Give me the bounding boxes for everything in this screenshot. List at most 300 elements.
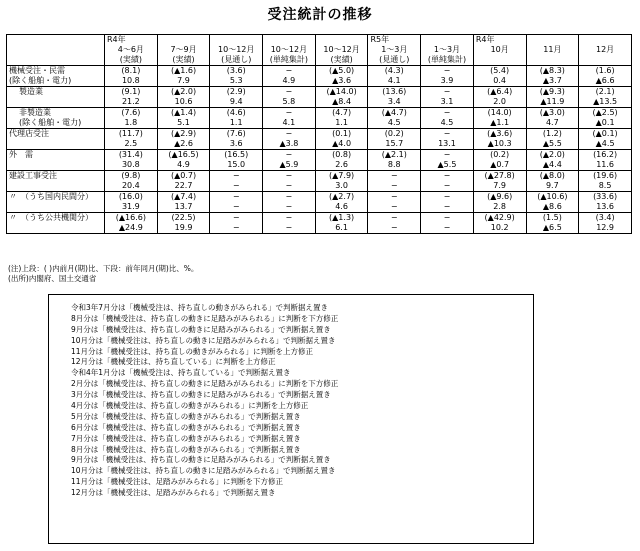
month-change-value: (7.6) xyxy=(226,129,246,138)
month-change-value: (4.3) xyxy=(384,66,404,75)
year-change-value: 8.8 xyxy=(387,160,401,169)
data-cell xyxy=(157,66,210,87)
month-change-value: (11.7) xyxy=(118,129,143,138)
year-change-value: ▲5.5 xyxy=(437,160,457,169)
year-change-value: 4.5 xyxy=(440,118,454,127)
year-change-value: ▲10.3 xyxy=(487,139,512,148)
month-change-value: (▲27.8) xyxy=(484,171,515,180)
month-change-value: − xyxy=(443,87,451,96)
year-change-value: 4.5 xyxy=(387,118,401,127)
data-cell xyxy=(421,213,474,234)
year-change-value: ▲6.6 xyxy=(595,76,615,85)
data-cell xyxy=(210,192,263,213)
judgment-history-box xyxy=(48,294,534,544)
data-cell xyxy=(473,171,526,192)
year-change-value: 21.2 xyxy=(121,97,140,106)
data-cell xyxy=(368,87,421,108)
month-change-value: − xyxy=(443,66,451,75)
note-line: (注)上段：( )内前月(期)比、下段：前年同月(期)比、%。 xyxy=(8,264,199,273)
data-cell xyxy=(263,66,316,87)
table-row xyxy=(7,171,632,192)
data-cell xyxy=(315,213,368,234)
data-cell xyxy=(368,192,421,213)
month-change-value: (▲8.0) xyxy=(539,171,565,180)
year-change-value: ▲0.1 xyxy=(595,118,615,127)
month-change-value: − xyxy=(443,129,451,138)
month-change-value: − xyxy=(390,192,398,201)
data-cell xyxy=(263,150,316,171)
month-change-value: (▲2.0) xyxy=(539,150,565,159)
row-label-sub: (除く船舶・電力) xyxy=(9,76,72,85)
month-change-value: (▲6.4) xyxy=(487,87,513,96)
year-change-value: − xyxy=(285,223,293,232)
row-label xyxy=(7,213,105,234)
month-change-value: (0.2) xyxy=(490,150,510,159)
table-row xyxy=(7,87,632,108)
year-change-value: 5.3 xyxy=(229,76,243,85)
month-change-value: − xyxy=(443,171,451,180)
data-cell xyxy=(315,108,368,129)
data-cell xyxy=(473,66,526,87)
data-cell xyxy=(157,150,210,171)
data-cell xyxy=(210,213,263,234)
row-label xyxy=(7,150,105,171)
source-line: (出所)内閣府、国土交通省 xyxy=(8,274,97,283)
year-change-value: − xyxy=(443,223,451,232)
month-change-value: (▲9.6) xyxy=(487,192,513,201)
month-change-value: − xyxy=(232,171,240,180)
judgment-item: 2月分は「機械受注は、持ち直しの動きに足踏みがみられる」に判断を下方修正 xyxy=(71,379,339,389)
judgment-item: 令和4年1月分は「機械受注は、持ち直している」で判断据え置き xyxy=(71,368,291,378)
data-cell xyxy=(526,87,579,108)
year-change-value: 3.1 xyxy=(440,97,454,106)
column-header: 10〜12月 (見通し) xyxy=(210,35,263,66)
year-change-value: 4.1 xyxy=(387,76,401,85)
month-change-value: − xyxy=(443,150,451,159)
data-cell xyxy=(526,171,579,192)
month-change-value: (▲4.7) xyxy=(381,108,407,117)
year-change-value: ▲6.5 xyxy=(542,223,562,232)
data-cell xyxy=(421,87,474,108)
data-cell xyxy=(315,66,368,87)
year-change-value: 10.2 xyxy=(490,223,509,232)
row-label xyxy=(7,66,105,87)
year-change-value: ▲0.7 xyxy=(490,160,510,169)
data-cell xyxy=(368,171,421,192)
month-change-value: − xyxy=(285,171,293,180)
month-change-value: (2.9) xyxy=(226,87,246,96)
column-header: 10〜12月 (実績) xyxy=(315,35,368,66)
data-cell xyxy=(105,213,158,234)
data-cell xyxy=(315,171,368,192)
row-label-main: 外 需 xyxy=(9,150,33,159)
data-cell xyxy=(263,171,316,192)
year-change-value: ▲5.9 xyxy=(279,160,299,169)
year-change-value: ▲3.7 xyxy=(542,76,562,85)
year-change-value: 4.9 xyxy=(177,160,190,169)
data-cell xyxy=(473,213,526,234)
data-cell xyxy=(263,108,316,129)
data-cell xyxy=(526,129,579,150)
corner-cell xyxy=(7,35,105,66)
judgment-item: 7月分は「機械受注は、持ち直しの動きがみられる」で判断据え置き xyxy=(71,433,301,443)
row-label xyxy=(7,87,105,108)
year-change-value: 2.8 xyxy=(493,202,507,211)
year-change-value: 30.8 xyxy=(121,160,140,169)
year-change-value: ▲13.5 xyxy=(593,97,618,106)
month-change-value: (▲1.3) xyxy=(329,213,355,222)
data-cell xyxy=(105,87,158,108)
year-change-value: 6.1 xyxy=(335,223,348,232)
column-header: 7〜9月 (実績) xyxy=(157,35,210,66)
year-change-value: 13.1 xyxy=(438,139,456,148)
data-cell xyxy=(105,108,158,129)
month-change-value: − xyxy=(232,192,240,201)
table-row xyxy=(7,150,632,171)
judgment-item: 11月分は「機械受注は、足踏みがみられる」に判断を下方修正 xyxy=(71,477,284,487)
column-header: R4年 10月 xyxy=(473,35,526,66)
data-cell xyxy=(210,87,263,108)
judgment-item: 令和3年7月分は「機械受注は、持ち直しの動きがみられる」で判断据え置き xyxy=(71,303,329,312)
month-change-value: (▲8.3) xyxy=(539,66,565,75)
month-change-value: (2.1) xyxy=(595,87,615,96)
year-change-value: 4.6 xyxy=(335,202,348,211)
year-change-value: 8.5 xyxy=(598,181,612,190)
month-change-value: (1.5) xyxy=(542,213,562,222)
data-cell xyxy=(579,66,632,87)
month-change-value: (16.5) xyxy=(224,150,249,159)
month-change-value: (▲16.6) xyxy=(115,213,146,222)
month-change-value: (▲9.3) xyxy=(539,87,565,96)
data-cell xyxy=(157,108,210,129)
month-change-value: (1.6) xyxy=(595,66,615,75)
month-change-value: (19.6) xyxy=(593,171,618,180)
month-change-value: (14.0) xyxy=(487,108,512,117)
column-header: R4年 4〜6月 (実績) xyxy=(105,35,158,66)
year-change-value: − xyxy=(390,202,398,211)
year-change-value: 2.5 xyxy=(124,139,138,148)
month-change-value: − xyxy=(443,213,451,222)
year-change-value: − xyxy=(285,181,293,190)
month-change-value: (31.4) xyxy=(118,150,143,159)
year-change-value: 4.7 xyxy=(545,118,559,127)
data-cell xyxy=(526,66,579,87)
row-label-main: 製造業 xyxy=(19,87,43,96)
data-cell xyxy=(210,150,263,171)
data-cell xyxy=(105,192,158,213)
data-cell xyxy=(105,171,158,192)
judgment-item: 8月分は「機械受注は、持ち直しの動きに足踏みがみられる」に判断を下方修正 xyxy=(71,313,339,323)
month-change-value: (8.1) xyxy=(121,66,141,75)
year-change-value: − xyxy=(443,202,451,211)
data-cell xyxy=(210,129,263,150)
data-cell xyxy=(526,192,579,213)
data-cell xyxy=(315,129,368,150)
judgment-item: 9月分は「機械受注は、持ち直しの動きに足踏みがみられる」で判断据え置き xyxy=(71,455,331,465)
data-cell xyxy=(579,87,632,108)
data-cell xyxy=(421,66,474,87)
data-cell xyxy=(105,66,158,87)
month-change-value: (16.0) xyxy=(118,192,143,201)
data-cell xyxy=(210,171,263,192)
year-change-value: ▲4.0 xyxy=(332,139,352,148)
year-change-value: 2.6 xyxy=(335,160,348,169)
month-change-value: (▲0.7) xyxy=(170,171,197,180)
year-change-value: 19.9 xyxy=(174,223,193,232)
year-change-value: ▲11.9 xyxy=(540,97,565,106)
statistics-table xyxy=(6,34,632,234)
year-change-value: 5.1 xyxy=(177,118,190,127)
month-change-value: − xyxy=(285,192,293,201)
month-change-value: (16.2) xyxy=(593,150,618,159)
year-change-value: ▲8.6 xyxy=(542,202,562,211)
year-change-value: ▲5.5 xyxy=(542,139,562,148)
data-cell xyxy=(579,108,632,129)
judgment-item: 8月分は「機械受注は、持ち直しの動きがみられる」で判断据え置き xyxy=(71,444,301,454)
column-header: 12月 xyxy=(579,35,632,66)
judgment-item: 10月分は「機械受注は、持ち直しの動きに足踏みがみられる」で判断据え置き xyxy=(71,335,336,345)
month-change-value: (▲2.9) xyxy=(170,129,197,138)
year-change-value: ▲8.4 xyxy=(332,97,352,106)
year-change-value: 5.8 xyxy=(282,97,296,106)
data-cell xyxy=(421,150,474,171)
data-cell xyxy=(473,192,526,213)
year-change-value: 3.4 xyxy=(387,97,401,106)
month-change-value: (7.6) xyxy=(121,108,141,117)
month-change-value: (▲2.0) xyxy=(170,87,197,96)
month-change-value: (▲1.4) xyxy=(170,108,197,117)
month-change-value: (▲16.5) xyxy=(168,150,199,159)
table-row xyxy=(7,108,632,129)
data-cell xyxy=(157,213,210,234)
judgment-item: 11月分は「機械受注は、持ち直しの動きがみられる」に判断を上方修正 xyxy=(71,346,314,356)
month-change-value: (4.6) xyxy=(226,108,246,117)
year-change-value: 1.1 xyxy=(335,118,348,127)
row-label-sub: (除く船舶・電力) xyxy=(19,118,82,127)
table-row xyxy=(7,66,632,87)
year-change-value: 13.6 xyxy=(596,202,614,211)
table-row xyxy=(7,192,632,213)
month-change-value: − xyxy=(285,129,293,138)
data-cell xyxy=(157,87,210,108)
data-cell xyxy=(368,213,421,234)
year-change-value: 7.9 xyxy=(493,181,507,190)
judgment-item: 6月分は「機械受注は、持ち直しの動きがみられる」で判断据え置き xyxy=(71,422,301,432)
row-label xyxy=(7,108,105,129)
page-title: 受注統計の推移 xyxy=(267,7,373,23)
month-change-value: (▲14.0) xyxy=(326,87,357,96)
data-cell xyxy=(263,129,316,150)
month-change-value: − xyxy=(443,108,451,117)
year-change-value: 10.8 xyxy=(121,76,140,85)
month-change-value: (0.1) xyxy=(332,129,352,138)
data-cell xyxy=(579,150,632,171)
year-change-value: 0.4 xyxy=(493,76,507,85)
month-change-value: (▲7.4) xyxy=(170,192,197,201)
judgment-list xyxy=(49,295,533,499)
month-change-value: (▲0.1) xyxy=(592,129,618,138)
year-change-value: 15.7 xyxy=(385,139,404,148)
month-change-value: − xyxy=(443,192,451,201)
month-change-value: (▲1.6) xyxy=(170,66,197,75)
column-header: R5年 1〜3月 (見通し) xyxy=(368,35,421,66)
month-change-value: (▲3.0) xyxy=(539,108,565,117)
data-cell xyxy=(421,129,474,150)
data-cell xyxy=(421,171,474,192)
judgment-item: 4月分は「機械受注は、持ち直しの動きがみられる」に判断を上方修正 xyxy=(71,401,309,411)
year-change-value: 9.7 xyxy=(545,181,559,190)
month-change-value: (▲3.6) xyxy=(487,129,513,138)
data-cell xyxy=(368,66,421,87)
month-change-value: (9.8) xyxy=(121,171,141,180)
data-cell xyxy=(473,108,526,129)
year-change-value: 31.9 xyxy=(121,202,140,211)
table-row xyxy=(7,129,632,150)
row-label-main: 〃 （うち国内民間分） xyxy=(9,192,93,201)
data-cell xyxy=(421,192,474,213)
row-label-main: 建設工事受注 xyxy=(9,171,57,180)
judgment-item: 10月分は「機械受注は、持ち直しの動きに足踏みがみられる」で判断据え置き xyxy=(71,466,336,476)
month-change-value: (3.4) xyxy=(595,213,615,222)
data-cell xyxy=(526,213,579,234)
month-change-value: − xyxy=(390,213,398,222)
data-cell xyxy=(157,129,210,150)
data-cell xyxy=(579,213,632,234)
data-cell xyxy=(105,129,158,150)
year-change-value: ▲3.6 xyxy=(332,76,352,85)
year-change-value: 10.6 xyxy=(174,97,193,106)
year-change-value: − xyxy=(390,181,398,190)
row-label-main: 〃 （うち公共機関分） xyxy=(9,213,93,222)
year-change-value: 9.4 xyxy=(229,97,243,106)
month-change-value: − xyxy=(390,171,398,180)
month-change-value: − xyxy=(285,150,293,159)
month-change-value: (1.2) xyxy=(542,129,562,138)
year-change-value: − xyxy=(232,223,240,232)
judgment-item: 9月分は「機械受注は、持ち直しの動きに足踏みがみられる」で判断据え置き xyxy=(71,324,331,334)
year-change-value: − xyxy=(390,223,398,232)
year-change-value: 2.0 xyxy=(493,97,507,106)
year-change-value: 20.4 xyxy=(121,181,140,190)
year-change-value: 22.7 xyxy=(174,181,193,190)
month-change-value: (▲2.7) xyxy=(329,192,355,201)
month-change-value: (13.6) xyxy=(382,87,407,96)
column-header: 10〜12月 (単純集計) xyxy=(263,35,316,66)
data-cell xyxy=(315,150,368,171)
month-change-value: (▲7.9) xyxy=(329,171,355,180)
data-cell xyxy=(210,66,263,87)
year-change-value: 12.9 xyxy=(596,223,614,232)
data-cell xyxy=(263,213,316,234)
month-change-value: − xyxy=(285,108,293,117)
data-cell xyxy=(105,150,158,171)
data-cell xyxy=(315,87,368,108)
year-change-value: 3.0 xyxy=(335,181,348,190)
month-change-value: (9.1) xyxy=(121,87,141,96)
month-change-value: (▲42.9) xyxy=(484,213,515,222)
year-change-value: 11.6 xyxy=(596,160,614,169)
year-change-value: ▲24.9 xyxy=(118,223,143,232)
year-change-value: ▲2.6 xyxy=(174,139,193,148)
judgment-item: 12月分は「機械受注は、持ち直している」に判断を上方修正 xyxy=(71,357,276,367)
column-header: 11月 xyxy=(526,35,579,66)
year-change-value: ▲1.1 xyxy=(490,118,510,127)
year-change-value: − xyxy=(443,181,451,190)
column-header: 1〜3月 (単純集計) xyxy=(421,35,474,66)
judgment-item: 5月分は「機械受注は、持ち直しの動きがみられる」で判断据え置き xyxy=(71,411,301,421)
judgment-item: 12月分は「機械受注は、足踏みがみられる」で判断据え置き xyxy=(71,488,276,498)
data-cell xyxy=(579,171,632,192)
row-label xyxy=(7,192,105,213)
month-change-value: (5.4) xyxy=(490,66,510,75)
table-notes xyxy=(8,264,198,284)
data-cell xyxy=(263,87,316,108)
month-change-value: (0.8) xyxy=(332,150,352,159)
month-change-value: (3.6) xyxy=(226,66,246,75)
month-change-value: − xyxy=(232,213,240,222)
year-change-value: − xyxy=(232,181,240,190)
data-cell xyxy=(368,150,421,171)
row-label-main: 代理店受注 xyxy=(9,129,49,138)
data-cell xyxy=(579,129,632,150)
row-label xyxy=(7,171,105,192)
month-change-value: (22.5) xyxy=(171,213,196,222)
data-cell xyxy=(368,108,421,129)
year-change-value: 4.9 xyxy=(282,76,296,85)
month-change-value: (0.2) xyxy=(384,129,404,138)
month-change-value: (▲5.0) xyxy=(329,66,355,75)
year-change-value: 3.6 xyxy=(229,139,243,148)
year-change-value: ▲3.8 xyxy=(279,139,299,148)
year-change-value: 3.9 xyxy=(440,76,454,85)
data-cell xyxy=(157,192,210,213)
year-change-value: 15.0 xyxy=(227,160,246,169)
data-cell xyxy=(421,108,474,129)
row-label-main: 非製造業 xyxy=(19,108,51,117)
row-label-main: 機械受注・民需 xyxy=(9,66,65,75)
data-cell xyxy=(473,150,526,171)
row-label xyxy=(7,129,105,150)
data-cell xyxy=(315,192,368,213)
judgment-item: 3月分は「機械受注は、持ち直しの動きに足踏みがみられる」で判断据え置き xyxy=(71,390,331,400)
month-change-value: (4.7) xyxy=(332,108,352,117)
data-cell xyxy=(526,150,579,171)
month-change-value: − xyxy=(285,66,293,75)
year-change-value: 1.1 xyxy=(229,118,243,127)
year-change-value: 7.9 xyxy=(177,76,190,85)
data-cell xyxy=(263,192,316,213)
table-row xyxy=(7,213,632,234)
month-change-value: (▲2.5) xyxy=(592,108,618,117)
year-change-value: 4.1 xyxy=(282,118,296,127)
table-header-row xyxy=(7,35,632,66)
year-change-value: − xyxy=(232,202,240,211)
data-cell xyxy=(157,171,210,192)
month-change-value: (▲2.1) xyxy=(381,150,407,159)
month-change-value: (▲10.6) xyxy=(537,192,568,201)
month-change-value: − xyxy=(285,87,293,96)
month-change-value: (33.6) xyxy=(593,192,618,201)
year-change-value: − xyxy=(285,202,293,211)
data-cell xyxy=(368,129,421,150)
month-change-value: − xyxy=(285,213,293,222)
year-change-value: 1.8 xyxy=(124,118,138,127)
data-cell xyxy=(210,108,263,129)
year-change-value: ▲4.5 xyxy=(595,139,615,148)
data-cell xyxy=(473,87,526,108)
data-cell xyxy=(526,108,579,129)
year-change-value: 13.7 xyxy=(174,202,193,211)
